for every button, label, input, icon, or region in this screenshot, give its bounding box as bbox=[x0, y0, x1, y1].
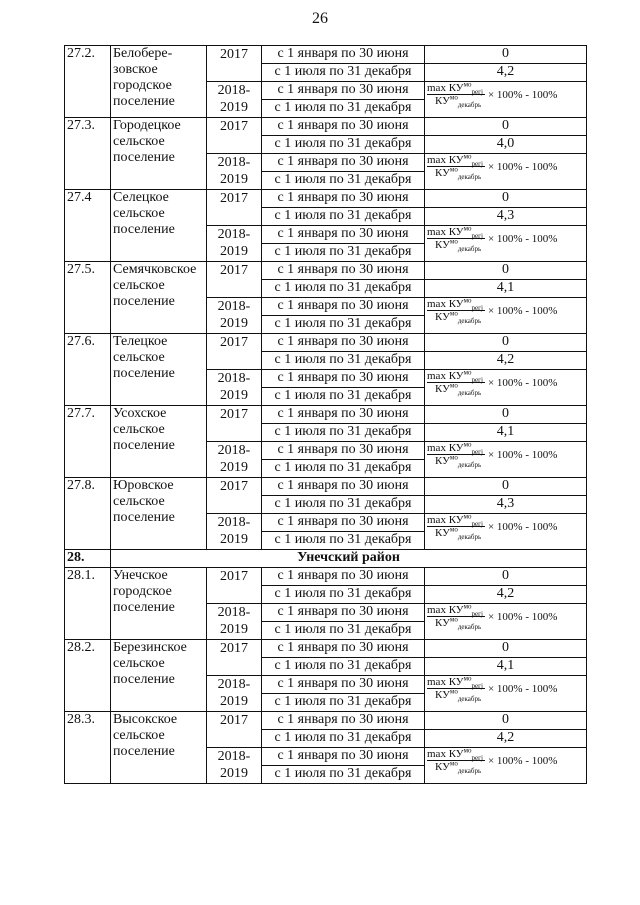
settlement-name-line: сельское bbox=[113, 656, 165, 671]
year-start: 2018- bbox=[217, 749, 251, 764]
settlement-row bbox=[65, 118, 587, 136]
formula-cell bbox=[425, 676, 587, 712]
settlement-name-line: Семячковское bbox=[113, 262, 197, 277]
formula-max: max КУ bbox=[427, 604, 464, 616]
settlement-name-line: Унечское bbox=[113, 568, 168, 583]
value-first-half: 0 bbox=[425, 262, 587, 280]
value-second-half: 4,0 bbox=[425, 136, 587, 154]
year-2017: 2017 bbox=[207, 478, 262, 514]
settlement-name bbox=[111, 478, 207, 550]
period-first-half: с 1 января по 30 июня bbox=[262, 604, 425, 622]
settlement-name-line: сельское bbox=[113, 350, 165, 365]
value-first-half: 0 bbox=[425, 478, 587, 496]
year-2017: 2017 bbox=[207, 406, 262, 442]
formula-sup: мо bbox=[463, 602, 472, 611]
period-first-half: с 1 января по 30 июня bbox=[262, 298, 425, 316]
formula-ku: КУ bbox=[435, 761, 450, 773]
formula-multiplier: × 100% - 100% bbox=[487, 754, 558, 767]
formula-fraction bbox=[427, 602, 485, 632]
year-start: 2018- bbox=[217, 83, 251, 98]
year-2017: 2017 bbox=[207, 334, 262, 370]
settlement-name-line: сельское bbox=[113, 728, 165, 743]
formula-multiplier: × 100% - 100% bbox=[487, 682, 558, 695]
settlement-name-line: Белобере- bbox=[113, 46, 173, 61]
year-2017: 2017 bbox=[207, 118, 262, 154]
value-second-half: 4,2 bbox=[425, 352, 587, 370]
year-start: 2018- bbox=[217, 443, 251, 458]
formula-sub: регj bbox=[471, 376, 483, 385]
settlement-name bbox=[111, 262, 207, 334]
value-first-half: 0 bbox=[425, 190, 587, 208]
period-first-half: с 1 января по 30 июня bbox=[262, 118, 425, 136]
formula-sup: мо bbox=[463, 512, 472, 521]
settlement-name-line: Усохское bbox=[113, 406, 167, 421]
settlement-name bbox=[111, 46, 207, 118]
formula-sub: регj bbox=[471, 88, 483, 97]
period-first-half: с 1 января по 30 июня bbox=[262, 478, 425, 496]
formula-fraction bbox=[427, 224, 485, 254]
year-start: 2018- bbox=[217, 155, 251, 170]
settlement-name-line: городское bbox=[113, 584, 172, 599]
page-number: 26 bbox=[312, 10, 328, 27]
settlement-name-line: городское bbox=[113, 78, 172, 93]
settlement-name-line: Селецкое bbox=[113, 190, 169, 205]
formula-cell bbox=[425, 748, 587, 784]
period-first-half: с 1 января по 30 июня bbox=[262, 442, 425, 460]
formula-cell bbox=[425, 514, 587, 550]
formula-sub: регj bbox=[471, 304, 483, 313]
formula-sub: регj bbox=[471, 448, 483, 457]
formula-sub: декабрь bbox=[457, 695, 482, 704]
year-end: 2019 bbox=[220, 622, 248, 637]
formula-fraction bbox=[427, 512, 485, 542]
period-second-half: с 1 июля по 31 декабря bbox=[262, 532, 425, 550]
district-row bbox=[65, 550, 587, 568]
formula-ku: КУ bbox=[435, 239, 450, 251]
year-2018-2019 bbox=[207, 442, 262, 478]
formula-sup: мо bbox=[463, 368, 472, 377]
settlement-name-line: поселение bbox=[113, 150, 175, 165]
row-number: 28. bbox=[65, 550, 111, 568]
period-first-half: с 1 января по 30 июня bbox=[262, 82, 425, 100]
formula-ku: КУ bbox=[435, 311, 450, 323]
formula-sub: регj bbox=[471, 610, 483, 619]
year-start: 2018- bbox=[217, 371, 251, 386]
row-number: 28.1. bbox=[65, 568, 111, 640]
formula-multiplier: × 100% - 100% bbox=[487, 88, 558, 101]
year-2018-2019 bbox=[207, 226, 262, 262]
formula-sub: декабрь bbox=[457, 173, 482, 182]
row-number: 27.8. bbox=[65, 478, 111, 550]
year-start: 2018- bbox=[217, 605, 251, 620]
value-second-half: 4,3 bbox=[425, 496, 587, 514]
formula-cell bbox=[425, 442, 587, 478]
formula-cell bbox=[425, 370, 587, 406]
year-2017: 2017 bbox=[207, 568, 262, 604]
settlement-name-line: сельское bbox=[113, 422, 165, 437]
row-number: 27.4 bbox=[65, 190, 111, 262]
settlement-name-line: зовское bbox=[113, 62, 158, 77]
formula-ku: КУ bbox=[435, 167, 450, 179]
settlement-name bbox=[111, 334, 207, 406]
settlement-name-line: поселение bbox=[113, 744, 175, 759]
settlement-name bbox=[111, 568, 207, 640]
period-second-half: с 1 июля по 31 декабря bbox=[262, 658, 425, 676]
period-first-half: с 1 января по 30 июня bbox=[262, 154, 425, 172]
period-second-half: с 1 июля по 31 декабря bbox=[262, 460, 425, 478]
settlement-row bbox=[65, 262, 587, 280]
period-first-half: с 1 января по 30 июня bbox=[262, 640, 425, 658]
settlement-row bbox=[65, 478, 587, 496]
formula-sup: мо bbox=[463, 674, 472, 683]
formula-denominator bbox=[427, 237, 485, 254]
period-second-half: с 1 июля по 31 декабря bbox=[262, 316, 425, 334]
formula-max: max КУ bbox=[427, 298, 464, 310]
settlement-name-line: поселение bbox=[113, 94, 175, 109]
formula-sub: декабрь bbox=[457, 767, 482, 776]
district-name: Унечский район bbox=[111, 550, 587, 568]
value-second-half: 4,3 bbox=[425, 208, 587, 226]
settlement-row bbox=[65, 334, 587, 352]
formula-max: max КУ bbox=[427, 676, 464, 688]
formula-sup: мо bbox=[463, 224, 472, 233]
period-first-half: с 1 января по 30 июня bbox=[262, 190, 425, 208]
formula-denominator bbox=[427, 381, 485, 398]
settlement-row bbox=[65, 640, 587, 658]
settlement-name bbox=[111, 406, 207, 478]
formula-sub: регj bbox=[471, 682, 483, 691]
period-first-half: с 1 января по 30 июня bbox=[262, 568, 425, 586]
year-2018-2019 bbox=[207, 676, 262, 712]
formula-fraction bbox=[427, 152, 485, 182]
formula-sup: мо bbox=[449, 687, 458, 696]
settlement-name-line: Высокское bbox=[113, 712, 178, 727]
year-end: 2019 bbox=[220, 100, 248, 115]
formula-sup: мо bbox=[449, 615, 458, 624]
formula-sup: мо bbox=[449, 93, 458, 102]
formula-max: max КУ bbox=[427, 442, 464, 454]
formula-ku: КУ bbox=[435, 617, 450, 629]
year-end: 2019 bbox=[220, 460, 248, 475]
period-second-half: с 1 июля по 31 декабря bbox=[262, 280, 425, 298]
formula-max: max КУ bbox=[427, 514, 464, 526]
period-first-half: с 1 января по 30 июня bbox=[262, 712, 425, 730]
row-number: 28.3. bbox=[65, 712, 111, 784]
formula-cell bbox=[425, 82, 587, 118]
year-2018-2019 bbox=[207, 298, 262, 334]
year-2017: 2017 bbox=[207, 46, 262, 82]
formula-sup: мо bbox=[463, 746, 472, 755]
formula-sup: мо bbox=[463, 80, 472, 89]
value-second-half: 4,2 bbox=[425, 586, 587, 604]
settlement-name-line: поселение bbox=[113, 366, 175, 381]
year-end: 2019 bbox=[220, 244, 248, 259]
row-number: 27.5. bbox=[65, 262, 111, 334]
formula-multiplier: × 100% - 100% bbox=[487, 376, 558, 389]
formula-multiplier: × 100% - 100% bbox=[487, 448, 558, 461]
period-first-half: с 1 января по 30 июня bbox=[262, 46, 425, 64]
period-second-half: с 1 июля по 31 декабря bbox=[262, 100, 425, 118]
settlement-name-line: поселение bbox=[113, 510, 175, 525]
year-2018-2019 bbox=[207, 154, 262, 190]
period-first-half: с 1 января по 30 июня bbox=[262, 514, 425, 532]
year-2018-2019 bbox=[207, 604, 262, 640]
period-second-half: с 1 июля по 31 декабря bbox=[262, 424, 425, 442]
period-second-half: с 1 июля по 31 декабря bbox=[262, 388, 425, 406]
settlement-name bbox=[111, 712, 207, 784]
period-second-half: с 1 июля по 31 декабря bbox=[262, 694, 425, 712]
formula-multiplier: × 100% - 100% bbox=[487, 610, 558, 623]
year-2017: 2017 bbox=[207, 712, 262, 748]
formula-cell bbox=[425, 604, 587, 640]
formula-max: max КУ bbox=[427, 154, 464, 166]
settlement-name bbox=[111, 190, 207, 262]
formula-cell bbox=[425, 298, 587, 334]
period-second-half: с 1 июля по 31 декабря bbox=[262, 496, 425, 514]
row-number: 27.2. bbox=[65, 46, 111, 118]
year-2017: 2017 bbox=[207, 640, 262, 676]
formula-sup: мо bbox=[449, 381, 458, 390]
formula-sub: регj bbox=[471, 232, 483, 241]
value-first-half: 0 bbox=[425, 640, 587, 658]
year-start: 2018- bbox=[217, 677, 251, 692]
period-first-half: с 1 января по 30 июня bbox=[262, 226, 425, 244]
settlement-name-line: поселение bbox=[113, 672, 175, 687]
year-2018-2019 bbox=[207, 82, 262, 118]
year-2017: 2017 bbox=[207, 190, 262, 226]
formula-sup: мо bbox=[449, 165, 458, 174]
settlement-name-line: Телецкое bbox=[113, 334, 168, 349]
settlement-name-line: поселение bbox=[113, 600, 175, 615]
settlement-name-line: сельское bbox=[113, 494, 165, 509]
formula-ku: КУ bbox=[435, 689, 450, 701]
formula-multiplier: × 100% - 100% bbox=[487, 232, 558, 245]
formula-max: max КУ bbox=[427, 226, 464, 238]
formula-ku: КУ bbox=[435, 455, 450, 467]
settlement-row bbox=[65, 406, 587, 424]
formula-denominator bbox=[427, 525, 485, 542]
row-number: 27.6. bbox=[65, 334, 111, 406]
period-second-half: с 1 июля по 31 декабря bbox=[262, 172, 425, 190]
settlement-name-line: Юровское bbox=[113, 478, 174, 493]
formula-sup: мо bbox=[463, 440, 472, 449]
year-start: 2018- bbox=[217, 515, 251, 530]
formula-sub: декабрь bbox=[457, 389, 482, 398]
settlement-row bbox=[65, 568, 587, 586]
year-start: 2018- bbox=[217, 299, 251, 314]
value-first-half: 0 bbox=[425, 712, 587, 730]
value-second-half: 4,1 bbox=[425, 658, 587, 676]
formula-fraction bbox=[427, 746, 485, 776]
period-first-half: с 1 января по 30 июня bbox=[262, 262, 425, 280]
formula-sup: мо bbox=[449, 525, 458, 534]
settlement-name-line: сельское bbox=[113, 206, 165, 221]
formula-max: max КУ bbox=[427, 370, 464, 382]
formula-sub: декабрь bbox=[457, 533, 482, 542]
value-second-half: 4,1 bbox=[425, 424, 587, 442]
settlement-name-line: поселение bbox=[113, 294, 175, 309]
settlement-name bbox=[111, 118, 207, 190]
formula-sup: мо bbox=[449, 309, 458, 318]
row-number: 27.7. bbox=[65, 406, 111, 478]
year-2017: 2017 bbox=[207, 262, 262, 298]
year-end: 2019 bbox=[220, 172, 248, 187]
formula-fraction bbox=[427, 368, 485, 398]
formula-sup: мо bbox=[449, 759, 458, 768]
formula-multiplier: × 100% - 100% bbox=[487, 520, 558, 533]
year-end: 2019 bbox=[220, 532, 248, 547]
period-first-half: с 1 января по 30 июня bbox=[262, 676, 425, 694]
settlement-name-line: сельское bbox=[113, 134, 165, 149]
formula-sub: декабрь bbox=[457, 245, 482, 254]
period-second-half: с 1 июля по 31 декабря bbox=[262, 244, 425, 262]
settlement-name-line: Городецкое bbox=[113, 118, 181, 133]
settlement-name-line: поселение bbox=[113, 222, 175, 237]
formula-sub: декабрь bbox=[457, 623, 482, 632]
formula-sub: декабрь bbox=[457, 461, 482, 470]
formula-sup: мо bbox=[449, 237, 458, 246]
formula-fraction bbox=[427, 80, 485, 110]
formula-fraction bbox=[427, 674, 485, 704]
formula-cell bbox=[425, 154, 587, 190]
formula-sub: декабрь bbox=[457, 101, 482, 110]
formula-ku: КУ bbox=[435, 95, 450, 107]
period-first-half: с 1 января по 30 июня bbox=[262, 334, 425, 352]
formula-denominator bbox=[427, 453, 485, 470]
formula-denominator bbox=[427, 93, 485, 110]
settlement-name-line: сельское bbox=[113, 278, 165, 293]
formula-sup: мо bbox=[449, 453, 458, 462]
formula-sup: мо bbox=[463, 296, 472, 305]
value-second-half: 4,2 bbox=[425, 64, 587, 82]
period-second-half: с 1 июля по 31 декабря bbox=[262, 352, 425, 370]
settlement-row bbox=[65, 46, 587, 64]
tariff-table-body bbox=[65, 46, 587, 784]
value-first-half: 0 bbox=[425, 334, 587, 352]
formula-sup: мо bbox=[463, 152, 472, 161]
formula-cell bbox=[425, 226, 587, 262]
period-second-half: с 1 июля по 31 декабря bbox=[262, 622, 425, 640]
formula-denominator bbox=[427, 687, 485, 704]
year-end: 2019 bbox=[220, 388, 248, 403]
settlement-name-line: Березинское bbox=[113, 640, 187, 655]
formula-sub: регj bbox=[471, 520, 483, 529]
year-end: 2019 bbox=[220, 694, 248, 709]
formula-max: max КУ bbox=[427, 748, 464, 760]
formula-denominator bbox=[427, 165, 485, 182]
period-second-half: с 1 июля по 31 декабря bbox=[262, 766, 425, 784]
value-first-half: 0 bbox=[425, 406, 587, 424]
year-2018-2019 bbox=[207, 370, 262, 406]
year-2018-2019 bbox=[207, 748, 262, 784]
value-first-half: 0 bbox=[425, 46, 587, 64]
settlement-row bbox=[65, 712, 587, 730]
formula-multiplier: × 100% - 100% bbox=[487, 304, 558, 317]
formula-multiplier: × 100% - 100% bbox=[487, 160, 558, 173]
formula-sub: регj bbox=[471, 754, 483, 763]
row-number: 28.2. bbox=[65, 640, 111, 712]
formula-denominator bbox=[427, 759, 485, 776]
year-2018-2019 bbox=[207, 514, 262, 550]
period-second-half: с 1 июля по 31 декабря bbox=[262, 136, 425, 154]
year-end: 2019 bbox=[220, 316, 248, 331]
year-end: 2019 bbox=[220, 766, 248, 781]
value-second-half: 4,2 bbox=[425, 730, 587, 748]
formula-sub: декабрь bbox=[457, 317, 482, 326]
period-second-half: с 1 июля по 31 декабря bbox=[262, 586, 425, 604]
formula-fraction bbox=[427, 296, 485, 326]
period-first-half: с 1 января по 30 июня bbox=[262, 748, 425, 766]
period-second-half: с 1 июля по 31 декабря bbox=[262, 64, 425, 82]
settlement-name bbox=[111, 640, 207, 712]
period-second-half: с 1 июля по 31 декабря bbox=[262, 208, 425, 226]
row-number: 27.3. bbox=[65, 118, 111, 190]
formula-sub: регj bbox=[471, 160, 483, 169]
value-first-half: 0 bbox=[425, 118, 587, 136]
formula-denominator bbox=[427, 615, 485, 632]
year-start: 2018- bbox=[217, 227, 251, 242]
formula-denominator bbox=[427, 309, 485, 326]
value-second-half: 4,1 bbox=[425, 280, 587, 298]
period-second-half: с 1 июля по 31 декабря bbox=[262, 730, 425, 748]
formula-ku: КУ bbox=[435, 383, 450, 395]
value-first-half: 0 bbox=[425, 568, 587, 586]
formula-max: max КУ bbox=[427, 82, 464, 94]
period-first-half: с 1 января по 30 июня bbox=[262, 406, 425, 424]
formula-ku: КУ bbox=[435, 527, 450, 539]
settlement-row bbox=[65, 190, 587, 208]
period-first-half: с 1 января по 30 июня bbox=[262, 370, 425, 388]
tariff-table bbox=[64, 45, 587, 784]
formula-fraction bbox=[427, 440, 485, 470]
settlement-name-line: поселение bbox=[113, 438, 175, 453]
